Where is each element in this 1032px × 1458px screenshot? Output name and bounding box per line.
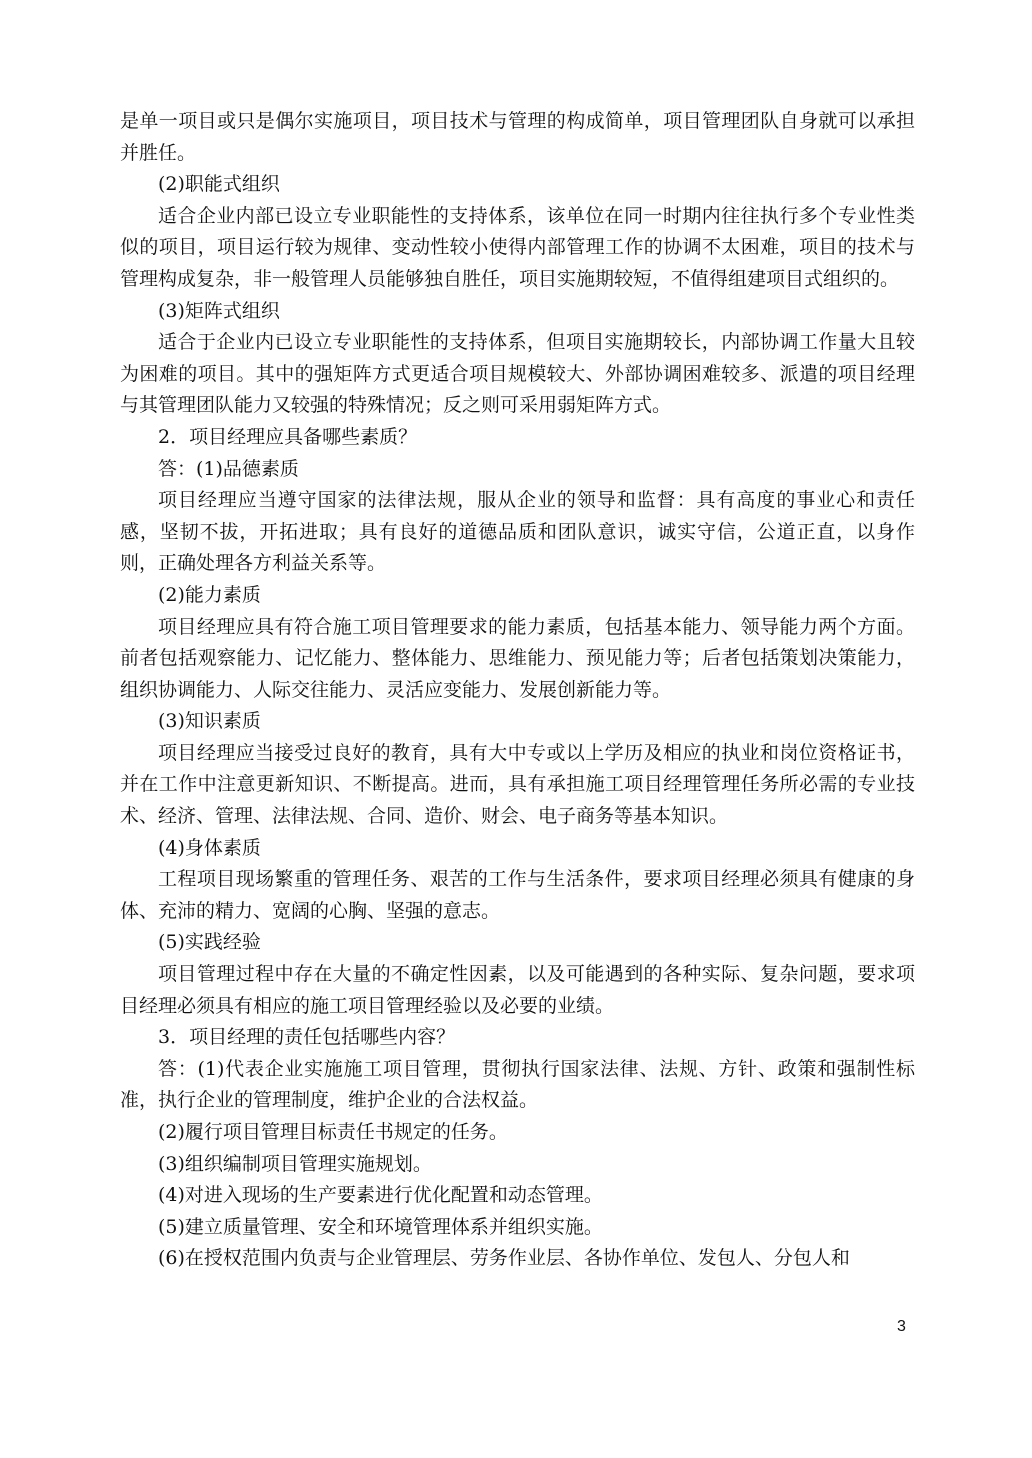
list-item: (4)对进入现场的生产要素进行优化配置和动态管理。 — [158, 1184, 603, 1207]
subheading: (2)能力素质 — [158, 583, 261, 606]
question-3: 3．项目经理的责任包括哪些内容？ — [158, 1026, 456, 1049]
paragraph: 适合于企业内已设立专业职能性的支持体系，但项目实施期较长，内部协调工作量大且较为困难的项目。其中的强矩阵方式更适合项目规模较大、外部协调困难较多、派遣的项目经理与其管理团队能力又较强的特殊情况；反之则可采用弱矩阵方式。 — [120, 331, 915, 417]
question-2: 2．项目经理应具备哪些素质？ — [158, 425, 418, 448]
page-number: 3 — [897, 1318, 906, 1335]
paragraph: 项目经理应具有符合施工项目管理要求的能力素质，包括基本能力、领导能力两个方面。前者包括观察能力、记忆能力、整体能力、思维能力、预见能力等；后者包括策划决策能力，组织协调能力、人际交往能力、灵活应变能力、发展创新能力等。 — [120, 615, 915, 701]
paragraph: 项目经理应当接受过良好的教育，具有大中专或以上学历及相应的执业和岗位资格证书，并在工作中注意更新知识、不断提高。进而，具有承担施工项目经理管理任务所必需的专业技术、经济、管理、法律法规、合同、造价、财会、电子商务等基本知识。 — [120, 741, 915, 828]
paragraph-continuation: 是单一项目或只是偶尔实施项目，项目技术与管理的构成简单，项目管理团队自身就可以承担并胜任。 — [120, 110, 915, 164]
paragraph: 项目管理过程中存在大量的不确定性因素，以及可能遇到的各种实际、复杂问题，要求项目经理必须具有相应的施工项目管理经验以及必要的业绩。 — [120, 963, 915, 1017]
subheading: (5)实践经验 — [158, 931, 261, 954]
answer-heading: 答：(1)品德素质 — [158, 457, 299, 480]
subheading: (4)身体素质 — [158, 836, 261, 859]
body-text — [120, 106, 915, 1275]
list-item: (5)建立质量管理、安全和环境管理体系并组织实施。 — [158, 1215, 603, 1238]
list-item: 答：(1)代表企业实施施工项目管理，贯彻执行国家法律、法规、方针、政策和强制性标准，执行企业的管理制度，维护企业的合法权益。 — [120, 1057, 915, 1112]
heading-matrix-org: (3)矩阵式组织 — [158, 299, 280, 322]
list-item: (6)在授权范围内负责与企业管理层、劳务作业层、各协作单位、发包人、分包人和 — [158, 1247, 850, 1270]
paragraph: 适合企业内部已设立专业职能性的支持体系，该单位在同一时期内往往执行多个专业性类似的项目，项目运行较为规律、变动性较小使得内部管理工作的协调不太困难，项目的技术与管理构成复杂，非一般管理人员能够独自胜任，项目实施期较短，不值得组建项目式组织的。 — [120, 204, 915, 290]
list-item: (2)履行项目管理目标责任书规定的任务。 — [158, 1121, 508, 1143]
paragraph: 工程项目现场繁重的管理任务、艰苦的工作与生活条件，要求项目经理必须具有健康的身体、充沛的精力、宽阔的心胸、坚强的意志。 — [120, 868, 915, 922]
subheading: (3)知识素质 — [158, 710, 261, 733]
paragraph: 项目经理应当遵守国家的法律法规，服从企业的领导和监督：具有高度的事业心和责任感，坚韧不拔，开拓进取；具有良好的道德品质和团队意识，诚实守信，公道正直，以身作则，正确处理各方利益关系等。 — [120, 489, 915, 575]
list-item: (3)组织编制项目管理实施规划。 — [158, 1152, 432, 1175]
heading-functional-org: (2)职能式组织 — [158, 173, 280, 196]
